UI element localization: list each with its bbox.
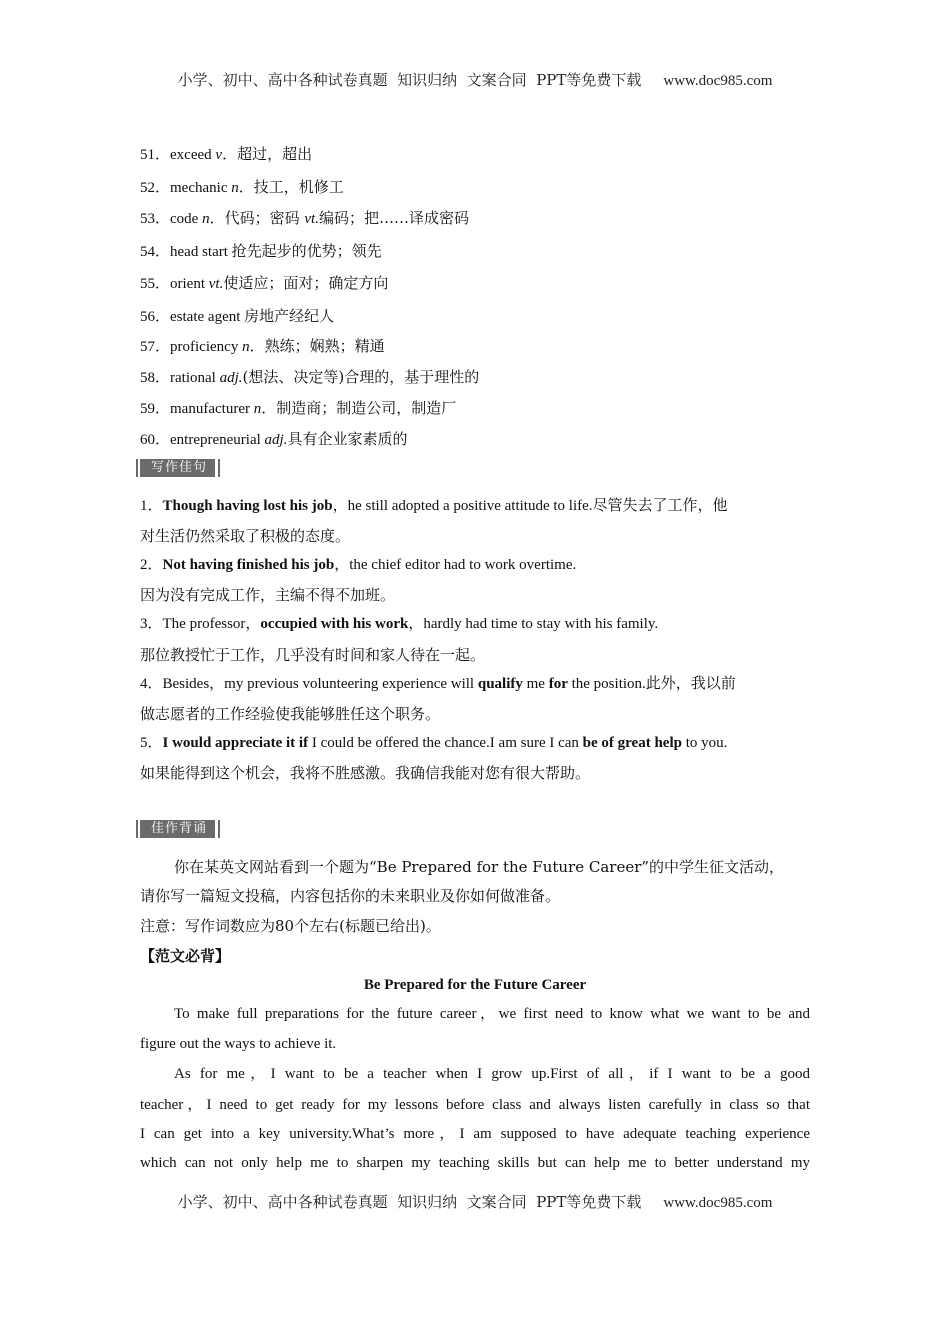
vocab-item: 52．mechanic n．技工，机修工 bbox=[140, 178, 344, 196]
task-line-2: 请你写一篇短文投稿，内容包括你的未来职业及你如何做准备。 bbox=[140, 887, 561, 905]
footer-site: www.doc985.com bbox=[663, 1195, 773, 1211]
vocab-item: 51．exceed v．超过，超出 bbox=[140, 145, 313, 163]
model-p2-line-1: As for me，I want to be a teacher when I grow up.First of all，if I want to be a good bbox=[174, 1066, 810, 1082]
model-p1-line-2: figure out the ways to achieve it. bbox=[140, 1036, 337, 1052]
vocab-item: 60．entrepreneurial adj.具有企业家素质的 bbox=[140, 430, 408, 448]
sentence-1: 1．Though having lost his job，he still adopted a positive attitude to life.尽管失去了工作，他 bbox=[140, 498, 728, 514]
header-site: www.doc985.com bbox=[663, 73, 773, 89]
page-footer bbox=[0, 1191, 950, 1212]
sentence-2-cont: 因为没有完成工作，主编不得不加班。 bbox=[140, 586, 396, 604]
footer-text: 小学、初中、高中各种试卷真题 知识归纳 文案合同 PPT等免费下载 bbox=[177, 1193, 642, 1211]
model-label: 【范文必背】 bbox=[140, 947, 231, 965]
model-p1-line-1: To make full preparations for the future career，we first need to know what we want to be and bbox=[174, 1006, 810, 1022]
page-header bbox=[0, 69, 950, 90]
sentence-5: 5．I would appreciate it if I could be offered the chance.I am sure I can be of great help to you. bbox=[140, 735, 728, 751]
model-title: Be Prepared for the Future Career bbox=[363, 977, 587, 993]
sentence-5-cont: 如果能得到这个机会，我将不胜感激。我确信我能对您有很大帮助。 bbox=[140, 764, 591, 782]
vocab-item: 57．proficiency n．熟练；娴熟；精通 bbox=[140, 337, 385, 355]
vocab-item: 56．estate agent 房地产经纪人 bbox=[140, 307, 335, 325]
section-label-sentences: 写作佳句 bbox=[140, 459, 215, 477]
sentence-2: 2．Not having finished his job，the chief editor had to work overtime. bbox=[140, 557, 577, 573]
task-line-3: 注意：写作词数应为80个左右(标题已给出)。 bbox=[140, 917, 441, 935]
sentence-4-cont: 做志愿者的工作经验使我能够胜任这个职务。 bbox=[140, 705, 441, 723]
vocab-item: 58．rational adj.(想法、决定等)合理的，基于理性的 bbox=[140, 368, 480, 386]
model-p2-line-4: which can not only help me to sharpen my teaching skills but can help me to better understand my bbox=[140, 1155, 810, 1171]
vocab-item: 55．orient vt.使适应；面对；确定方向 bbox=[140, 274, 389, 292]
header-text: 小学、初中、高中各种试卷真题 知识归纳 文案合同 PPT等免费下载 bbox=[177, 71, 642, 89]
sentence-4: 4．Besides，my previous volunteering experience will qualify me for the position.此外，我以前 bbox=[140, 676, 736, 692]
model-p2-line-2: teacher，I need to get ready for my lessons before class and always listen carefully in class so that bbox=[140, 1097, 810, 1113]
task-line-1: 你在某英文网站看到一个题为“Be Prepared for the Future Career”的中学生征文活动， bbox=[174, 858, 785, 876]
sentence-3-cont: 那位教授忙于工作，几乎没有时间和家人待在一起。 bbox=[140, 646, 486, 664]
vocab-item: 53．code n．代码；密码 vt.编码；把……译成密码 bbox=[140, 209, 469, 227]
sentence-1-cont: 对生活仍然采取了积极的态度。 bbox=[140, 527, 351, 545]
section-label-essay: 佳作背诵 bbox=[140, 820, 215, 838]
model-p2-line-3: I can get into a key university.What’s more，I am supposed to have adequate teaching experience bbox=[140, 1126, 810, 1142]
vocab-item: 54．head start 抢先起步的优势；领先 bbox=[140, 242, 382, 260]
vocab-item: 59．manufacturer n．制造商；制造公司，制造厂 bbox=[140, 399, 457, 417]
sentence-3: 3．The professor，occupied with his work，hardly had time to stay with his family. bbox=[140, 616, 659, 632]
